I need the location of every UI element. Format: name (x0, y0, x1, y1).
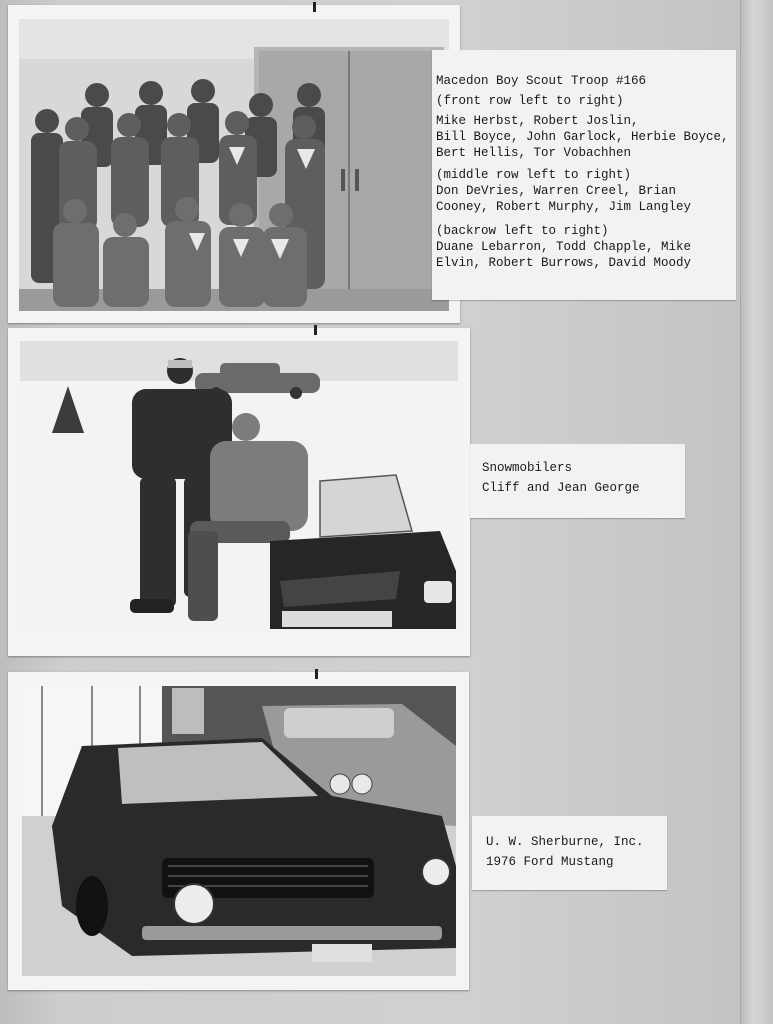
photo-pin (315, 669, 318, 679)
caption-title: Macedon Boy Scout Troop #166 (436, 74, 647, 88)
mustang-caption (472, 816, 667, 890)
scout-troop-image (19, 19, 449, 311)
front-row-names: Bert Hellis, Tor Vobachhen (436, 146, 632, 160)
caption-line: 1976 Ford Mustang (486, 855, 614, 869)
caption-line: Snowmobilers (482, 461, 573, 475)
middle-row-heading: (middle row left to right) (436, 168, 632, 182)
mustang-photo (8, 672, 469, 990)
page-binding-edge (740, 0, 773, 1024)
snowmobile-photo (8, 328, 470, 656)
snowmobile-caption (470, 444, 685, 518)
caption-line: Cliff and Jean George (482, 481, 640, 495)
photo-pin (313, 2, 316, 12)
scout-troop-photo (8, 5, 460, 323)
middle-row-names: Cooney, Robert Murphy, Jim Langley (436, 200, 692, 214)
mustang-image (22, 686, 456, 976)
front-row-heading: (front row left to right) (436, 94, 624, 108)
back-row-names: Elvin, Robert Burrows, David Moody (436, 256, 692, 270)
middle-row-names: Don DeVries, Warren Creel, Brian (436, 184, 677, 198)
back-row-heading: (backrow left to right) (436, 224, 609, 238)
snowmobile-image (20, 341, 458, 633)
scout-troop-caption (432, 50, 736, 300)
front-row-names: Mike Herbst, Robert Joslin, (436, 114, 639, 128)
photo-pin (314, 325, 317, 335)
back-row-names: Duane Lebarron, Todd Chapple, Mike (436, 240, 692, 254)
front-row-names: Bill Boyce, John Garlock, Herbie Boyce, (436, 130, 729, 144)
caption-line: U. W. Sherburne, Inc. (486, 835, 644, 849)
